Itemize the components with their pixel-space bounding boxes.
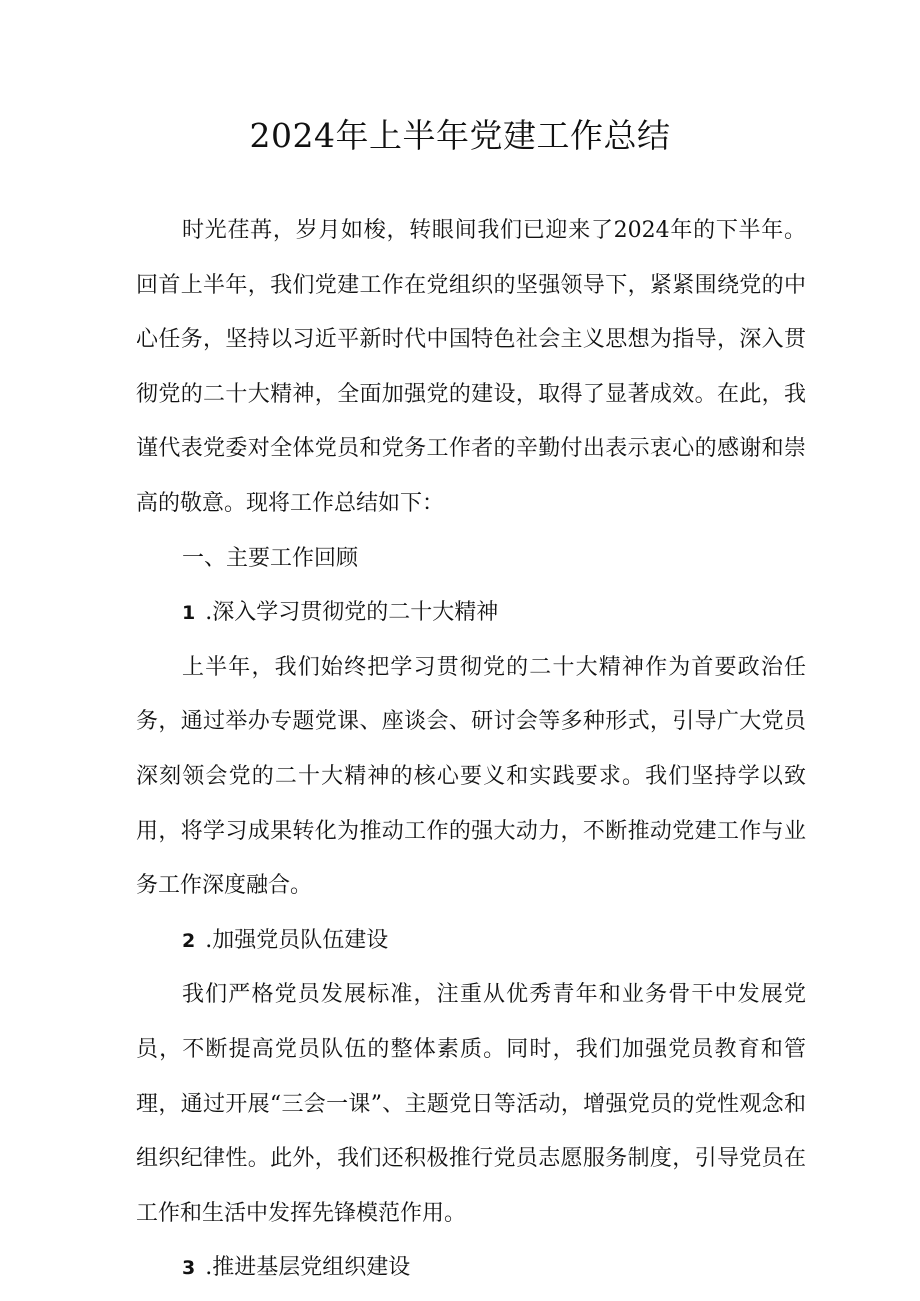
item-paragraph-2: 我们严格党员发展标准，注重从优秀青年和业务骨干中发展党员，不断提高党员队伍的整体素质。同时，我们加强党员教育和管理，通过开展“三会一课”、主题党日等活动，增强党员的党性观念和组织纪律性。此外，我们还积极推行党员志愿服务制度，引导党员在工作和生活中发挥先锋模范作用。 xyxy=(136,982,806,1226)
section-heading-main-work-review: 一、主要工作回顾 xyxy=(182,545,359,571)
item-heading-text-1: .深入学习贯彻党的二十大精神 xyxy=(205,600,499,626)
item-number-3: 3 xyxy=(182,1257,196,1280)
item-number-2: 2 xyxy=(182,929,196,952)
item-heading-text-3: .推进基层党组织建设 xyxy=(205,1255,411,1281)
item-heading-text-2: .加强党员队伍建设 xyxy=(205,927,389,953)
item-paragraph-1: 上半年，我们始终把学习贯彻党的二十大精神作为首要政治任务，通过举办专题党课、座谈会、研讨会等多种形式，引导广大党员深刻领会党的二十大精神的核心要义和实践要求。我们坚持学以致用，将学习成果转化为推动工作的强大动力，不断推动党建工作与业务工作深度融合。 xyxy=(136,654,806,899)
document-body xyxy=(136,204,806,1296)
item-number-1: 1 xyxy=(182,602,196,625)
item-heading-3 xyxy=(136,1241,806,1296)
item-heading-1 xyxy=(136,586,806,641)
document-title: 2024年上半年党建工作总结 xyxy=(249,116,671,155)
item-heading-2 xyxy=(136,914,806,969)
intro-paragraph: 时光荏苒，岁月如梭，转眼间我们已迎来了2024年的下半年。回首上半年，我们党建工作在党组织的坚强领导下，紧紧围绕党的中心任务，坚持以习近平新时代中国特色社会主义思想为指导，深入贯彻党的二十大精神，全面加强党的建设，取得了显著成效。在此，我谨代表党委对全体党员和党务工作者的辛勤付出表示衷心的感谢和崇高的敬意。现将工作总结如下： xyxy=(136,218,806,516)
